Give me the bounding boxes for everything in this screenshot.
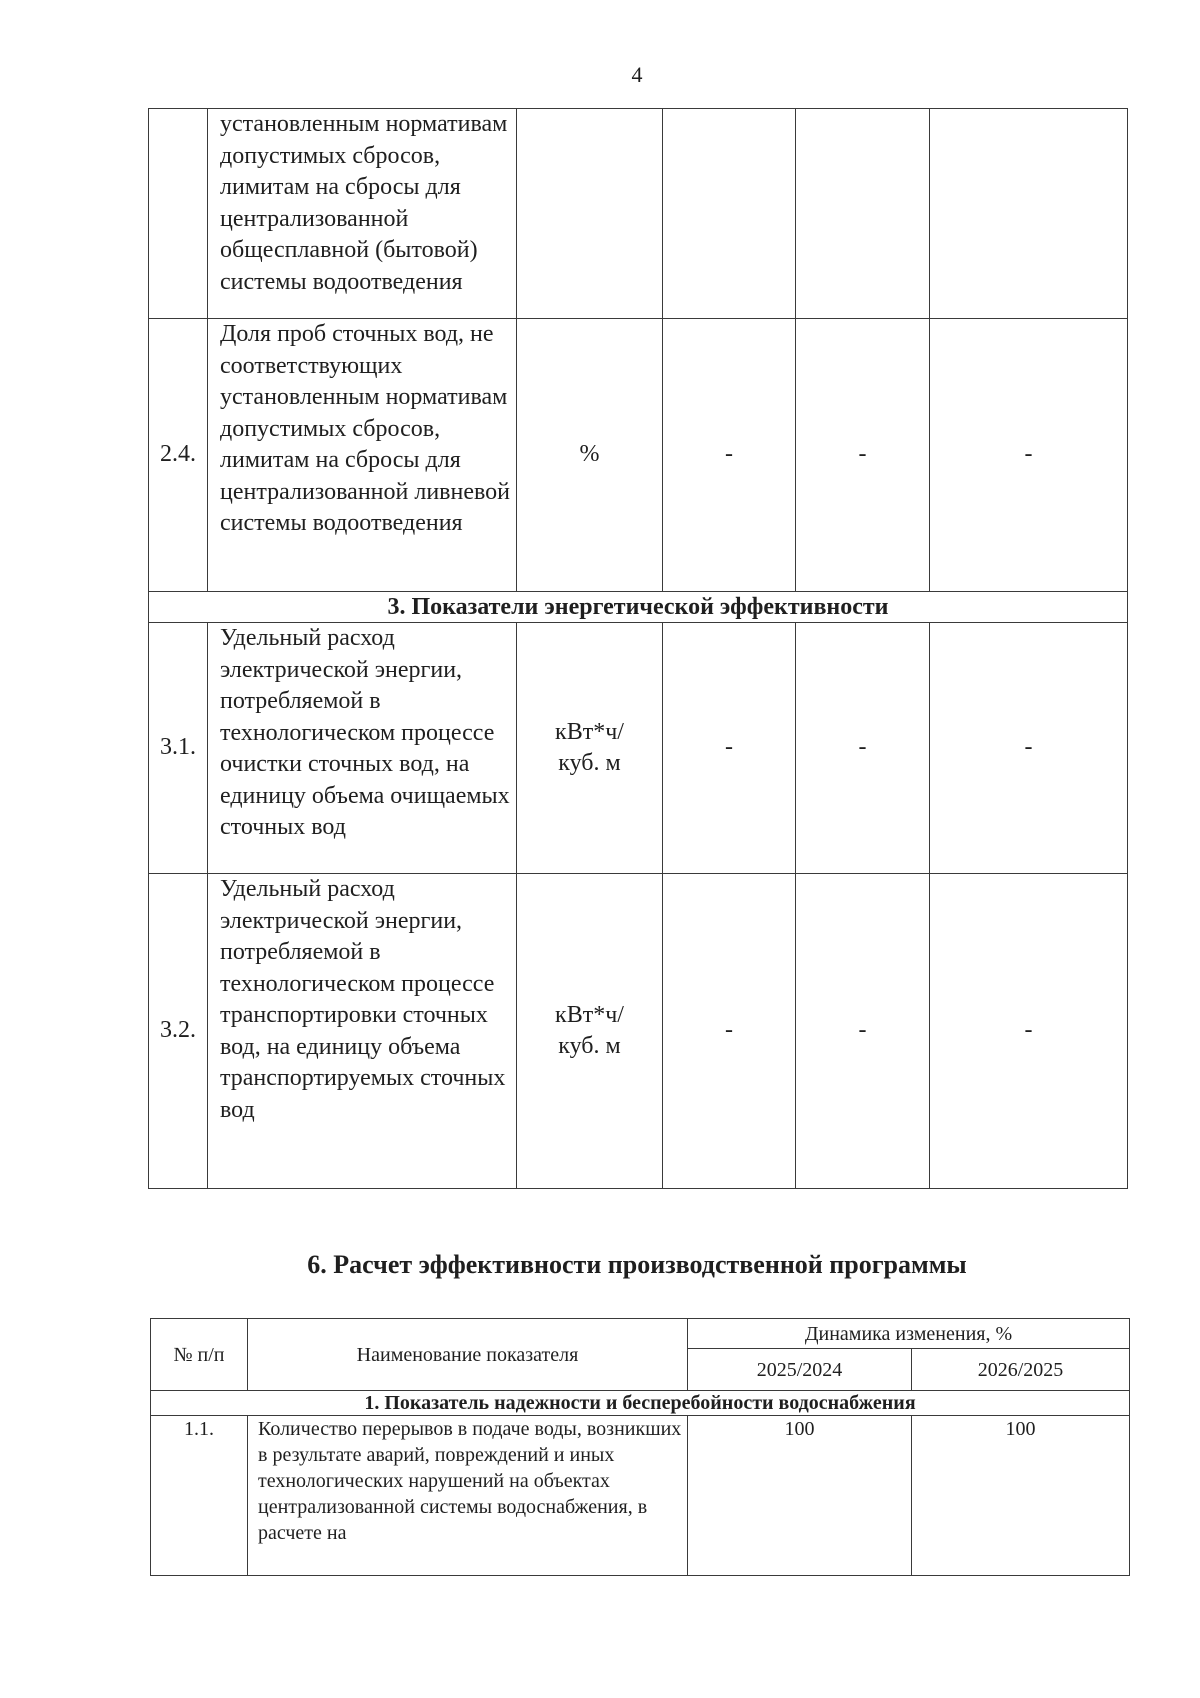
indicator-name: Количество перерывов в подаче воды, возникших в результате аварий, повреждений и иных технологических нарушений на объектах централизованной системы водоснабжения, в расчете на bbox=[248, 1416, 688, 1576]
value-cell: - bbox=[930, 319, 1128, 592]
indicators-table bbox=[148, 108, 1128, 1189]
table-row bbox=[151, 1416, 1130, 1576]
unit-cell bbox=[517, 874, 663, 1189]
indicator-name: установленным нормативам допустимых сбросов, лимитам на сбросы для централизованной общесплавной (бытовой) системы водоотведения bbox=[208, 109, 517, 319]
section-row bbox=[149, 592, 1128, 623]
value-cell: - bbox=[930, 874, 1128, 1189]
indicator-name: Доля проб сточных вод, не соответствующих установленным нормативам допустимых сбросов, лимитам на сбросы для централизованной ливневой системы водоотведения bbox=[208, 319, 517, 592]
section-row bbox=[151, 1391, 1130, 1416]
unit-cell bbox=[517, 623, 663, 874]
value-cell: 100 bbox=[688, 1416, 912, 1576]
section-title: 1. Показатель надежности и бесперебойности водоснабжения bbox=[151, 1391, 1130, 1416]
header-year-col: 2026/2025 bbox=[912, 1349, 1130, 1391]
row-number: 2.4. bbox=[149, 319, 208, 592]
unit-cell: % bbox=[517, 319, 663, 592]
value-cell bbox=[930, 109, 1128, 319]
unit-line: куб. м bbox=[558, 1033, 621, 1059]
table-row bbox=[149, 623, 1128, 874]
row-number: 3.1. bbox=[149, 623, 208, 874]
value-cell: - bbox=[663, 623, 796, 874]
row-number: 3.2. bbox=[149, 874, 208, 1189]
value-cell bbox=[796, 109, 930, 319]
value-cell bbox=[663, 109, 796, 319]
section-title: 3. Показатели энергетической эффективности bbox=[149, 592, 1128, 623]
unit-line: кВт*ч/ bbox=[555, 1001, 624, 1028]
table-row bbox=[149, 319, 1128, 592]
header-num: № п/п bbox=[151, 1319, 248, 1391]
table-row bbox=[149, 109, 1128, 319]
unit-cell bbox=[517, 109, 663, 319]
row-number bbox=[149, 109, 208, 319]
value-cell: - bbox=[796, 319, 930, 592]
indicator-name: Удельный расход электрической энергии, потребляемой в технологическом процессе транспортировки сточных вод, на единицу объема транспортируемых сточных вод bbox=[208, 874, 517, 1189]
unit-line: кВт*ч/ bbox=[555, 718, 624, 745]
efficiency-table bbox=[150, 1318, 1130, 1576]
header-row bbox=[151, 1319, 1130, 1349]
table-row bbox=[149, 874, 1128, 1189]
header-name: Наименование показателя bbox=[248, 1319, 688, 1391]
value-cell: - bbox=[663, 874, 796, 1189]
indicator-name: Удельный расход электрической энергии, потребляемой в технологическом процессе очистки сточных вод, на единицу объема очищаемых сточных вод bbox=[208, 623, 517, 874]
unit-line: куб. м bbox=[558, 750, 621, 776]
value-cell: 100 bbox=[912, 1416, 1130, 1576]
row-number: 1.1. bbox=[151, 1416, 248, 1576]
value-cell: - bbox=[796, 623, 930, 874]
header-year-col: 2025/2024 bbox=[688, 1349, 912, 1391]
value-cell: - bbox=[796, 874, 930, 1189]
section-heading: 6. Расчет эффективности производственной программы bbox=[307, 1250, 967, 1279]
page-number: 4 bbox=[631, 62, 643, 87]
value-cell: - bbox=[663, 319, 796, 592]
header-dynamics: Динамика изменения, % bbox=[688, 1319, 1130, 1349]
value-cell: - bbox=[930, 623, 1128, 874]
